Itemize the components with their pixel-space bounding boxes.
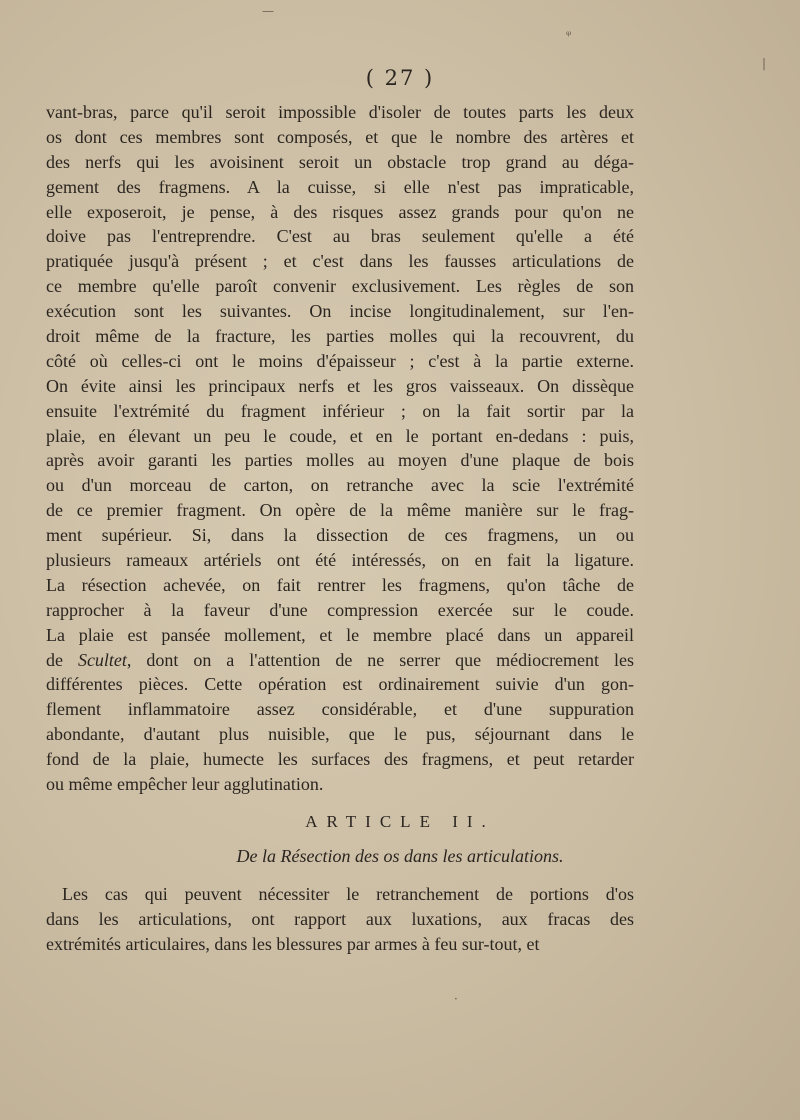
text-line: ou d'un morceau de carton, on retranche avec la scie l'extrémité (46, 475, 634, 496)
text-line: rapprocher à la faveur d'une compression exercée sur le coude. (46, 599, 634, 620)
text-line: exécution sont les suivantes. On incise longitudinalement, sur l'en- (46, 301, 634, 322)
ink-speck: — (262, 4, 274, 18)
text-line: flement inflammatoire assez considérable, et d'une suppuration (46, 699, 634, 720)
ink-speck: · (454, 992, 458, 1006)
ink-speck: | (762, 56, 767, 70)
text-line: ensuite l'extrémité du fragment inférieur ; on la fait sortir par la (46, 400, 634, 421)
main-paragraph (46, 100, 634, 797)
text-line: côté où celles-ci ont le moins d'épaisseur ; c'est à la partie externe. (46, 350, 634, 371)
text-line: On évite ainsi les principaux nerfs et les gros vaisseaux. On dissèque (46, 375, 634, 396)
page-number: ( 27 ) (365, 66, 435, 90)
text-line: dans les articulations, ont rapport aux luxations, aux fracas des (46, 908, 634, 929)
text-line: plusieurs rameaux artériels ont été intéressés, on en fait la ligature. (46, 550, 634, 571)
text-line: ou même empêcher leur agglutination. (46, 774, 324, 795)
ink-speck: ᵩ (566, 24, 572, 38)
text-line: pratiquée jusqu'à présent ; et c'est dans les fausses articulations de (46, 251, 634, 272)
text-line: vant-bras, parce qu'il seroit impossible d'isoler de toutes parts les deux (46, 102, 634, 122)
text-line: différentes pièces. Cette opération est ordinairement suivie d'un gon- (46, 674, 634, 695)
text-line: elle exposeroit, je pense, à des risques assez grands pour qu'on ne (46, 201, 634, 222)
text-line: La résection achevée, on fait rentrer les fragmens, qu'on tâche de (46, 574, 634, 595)
text-line: extrémités articulaires, dans les blessures par armes à feu sur-tout, et (46, 933, 540, 954)
text-line: de ce premier fragment. On opère de la même manière sur le frag- (46, 500, 634, 521)
text-line: ce membre qu'elle paroît convenir exclusivement. Les règles de son (46, 276, 634, 297)
text-line: os dont ces membres sont composés, et que le nombre des artères et (46, 126, 634, 147)
text-line: gement des fragmens. A la cuisse, si elle n'est pas impraticable, (46, 176, 634, 197)
text-line: après avoir garanti les parties molles au moyen d'une plaque de bois (46, 450, 634, 471)
text-line: Les cas qui peuvent nécessiter le retranchement de portions d'os (62, 884, 634, 904)
article-heading: ARTICLE II. (305, 812, 495, 831)
text-line: ment supérieur. Si, dans la dissection de ces fragmens, un ou (46, 525, 634, 546)
text-line: des nerfs qui les avoisinent seroit un obstacle trop grand au déga- (46, 151, 634, 172)
article-subtitle: De la Résection des os dans les articulations. (236, 846, 564, 866)
text-line: de Scultet, dont on a l'attention de ne serrer que médiocrement les (46, 649, 634, 670)
text-line: plaie, en élevant un peu le coude, et en le portant en-dedans : puis, (46, 425, 634, 446)
text-line: droit même de la fracture, les parties molles qui la recouvrent, du (46, 326, 634, 347)
text-line: abondante, d'autant plus nuisible, que le pus, séjournant dans le (46, 724, 634, 745)
text-line: La plaie est pansée mollement, et le membre placé dans un appareil (46, 624, 634, 645)
text-line: doive pas l'entreprendre. C'est au bras seulement qu'elle a été (46, 226, 634, 247)
section-paragraph (46, 882, 634, 957)
text-line: fond de la plaie, humecte les surfaces des fragmens, et peut retarder (46, 749, 634, 770)
